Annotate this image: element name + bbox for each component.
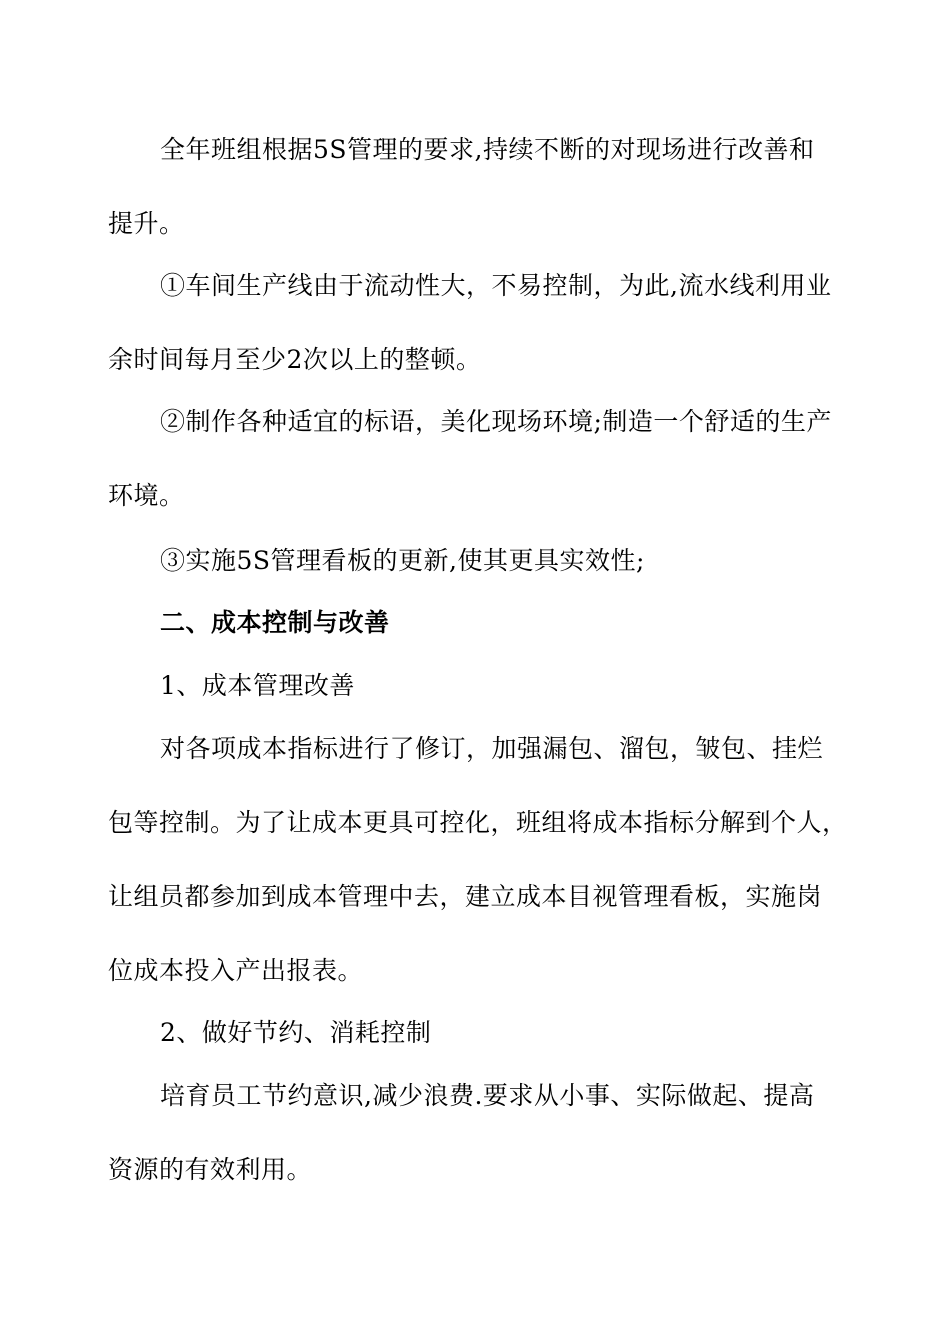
- paragraph-saving-line-2: 资源的有效利用。: [108, 1155, 313, 1184]
- paragraph-cost-line-1: 对各项成本指标进行了修订，加强漏包、溜包，皱包、挂烂: [160, 734, 824, 763]
- item-2-line-1: ②制作各种适宜的标语，美化现场环境;制造一个舒适的生产: [160, 407, 832, 436]
- item-2-line-2: 环境。: [108, 481, 185, 510]
- paragraph-saving-line-1: 培育员工节约意识,减少浪费.要求从小事、实际做起、提高: [160, 1081, 815, 1110]
- subsection-heading-2: 2、做好节约、消耗控制: [160, 1018, 432, 1047]
- item-3-line-1: ③实施5S管理看板的更新,使其更具实效性;: [160, 546, 645, 575]
- paragraph-cost-line-4: 位成本投入产出报表。: [108, 956, 364, 985]
- paragraph-5s-line-2: 提升。: [108, 209, 185, 238]
- paragraph-cost-line-2: 包等控制。为了让成本更具可控化，班组将成本指标分解到个人，: [108, 808, 848, 837]
- subsection-heading-1: 1、成本管理改善: [160, 671, 355, 700]
- item-1-line-1: ①车间生产线由于流动性大，不易控制，为此,流水线利用业: [160, 271, 832, 300]
- paragraph-5s-line-1: 全年班组根据5S管理的要求,持续不断的对现场进行改善和: [160, 135, 815, 164]
- item-1-line-2: 余时间每月至少2次以上的整顿。: [108, 345, 482, 374]
- paragraph-cost-line-3: 让组员都参加到成本管理中去，建立成本目视管理看板，实施岗: [108, 882, 823, 911]
- section-heading: 二、成本控制与改善: [160, 608, 390, 637]
